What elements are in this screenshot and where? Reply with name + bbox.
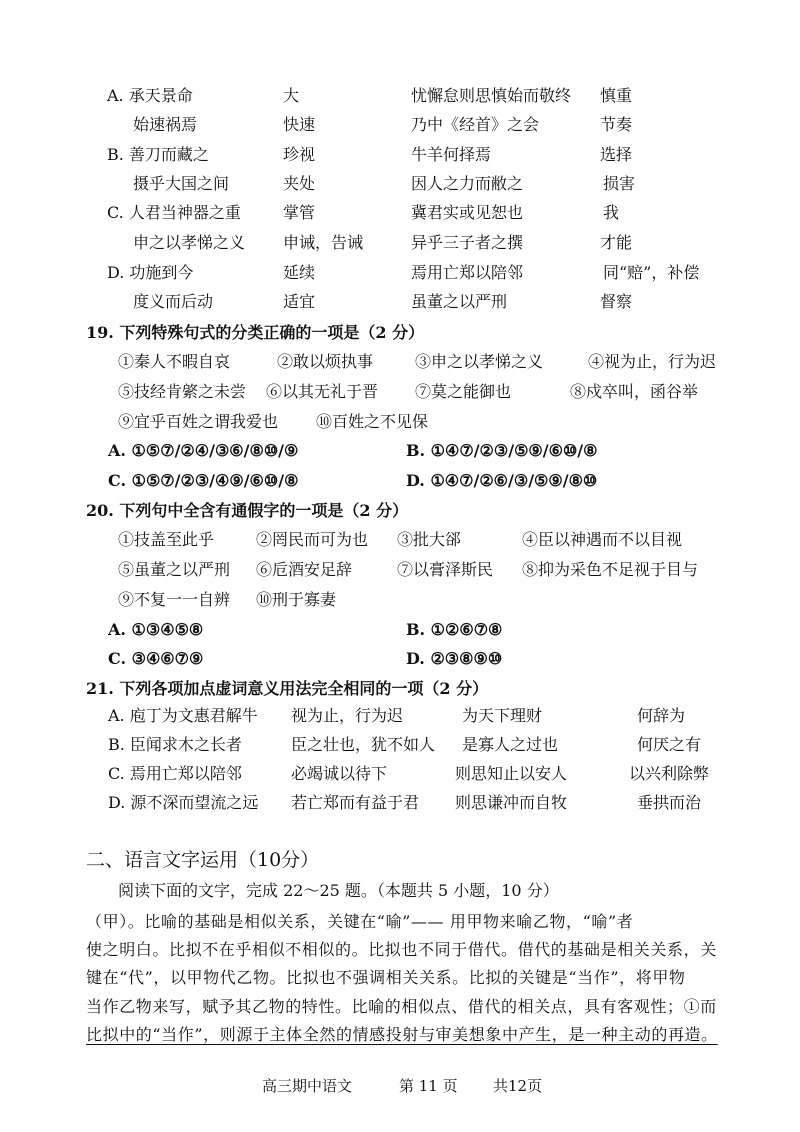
- section-heading: 二、语言文字运用（10分）: [86, 849, 320, 871]
- q19-item: ①秦人不暇自哀: [118, 352, 231, 371]
- q18-meaning: 适宜: [283, 292, 316, 311]
- q20-option-c[interactable]: C. ③④⑥⑦⑨: [108, 649, 204, 668]
- q21-sentence: 何厌之有: [637, 735, 702, 754]
- q19-item: ⑥以其无礼于晋: [266, 382, 379, 401]
- q20-option-d[interactable]: D. ②③⑧⑨⑩: [406, 649, 503, 668]
- q19-item: ③申之以孝悌之义: [415, 352, 544, 371]
- q18-sentence: 乃中《经首》之会: [411, 115, 540, 134]
- q19-item: ④视为止，行为迟: [588, 352, 717, 371]
- q18-sentence: B. 善刀而藏之: [107, 145, 209, 164]
- passage-line-3: 键在“代”，以甲物代乙物。比拟也不强调相关关系。比拟的关键是“当作”，将甲物: [86, 968, 686, 987]
- q20-item: ⑤虽董之以严刑: [118, 560, 231, 579]
- q20-item: ⑨不复一一自辨: [118, 590, 231, 609]
- q18-sentence: 申之以孝悌之义: [133, 233, 246, 252]
- q21-sentence: 以兴利除弊: [629, 764, 710, 783]
- q20-option-b[interactable]: B. ①②⑥⑦⑧: [406, 620, 503, 639]
- q18-meaning: 节奏: [600, 115, 633, 134]
- q21-sentence: 为天下理财: [462, 706, 543, 725]
- q18-meaning: 珍视: [283, 145, 316, 164]
- q18-sentence: 虽董之以严刑: [411, 292, 508, 311]
- q21-sentence: 垂拱而治: [637, 793, 702, 812]
- q21-title: 21. 下列各项加点虚词意义用法完全相同的一项（2 分）: [86, 679, 489, 698]
- q19-option-a[interactable]: A. ①⑤⑦/②④/③⑥/⑧⑩/⑨: [108, 441, 299, 460]
- q20-item: ①技盖至此乎: [118, 530, 215, 549]
- q21-sentence: 则思知止以安人: [455, 764, 568, 783]
- q19-item: ②敢以烦执事: [277, 352, 374, 371]
- footer-subject: 高三期中语文: [262, 1077, 353, 1095]
- q18-meaning: 大: [283, 86, 300, 105]
- q18-meaning: 申诫，告诫: [283, 233, 364, 252]
- q21-sentence: D. 源不深而望流之远: [108, 793, 259, 812]
- footer-page: 第 11 页: [399, 1077, 458, 1095]
- q18-sentence: 冀君实或见恕也: [411, 203, 524, 222]
- q18-sentence: 牛羊何择焉: [411, 145, 492, 164]
- q18-sentence: 度义而后动: [133, 292, 214, 311]
- q18-meaning: 掌管: [283, 203, 316, 222]
- q21-sentence: C. 焉用亡郑以陪邻: [108, 764, 242, 783]
- q20-option-a[interactable]: A. ①③④⑤⑧: [108, 620, 204, 639]
- q18-meaning: 才能: [600, 233, 633, 252]
- q18-meaning: 我: [603, 203, 620, 222]
- q19-item: ⑦莫之能御也: [415, 382, 512, 401]
- q19-item: ⑨宜乎百姓之谓我爱也: [118, 412, 279, 431]
- q19-item: ⑧戍卒叫，函谷举: [570, 382, 699, 401]
- q19-option-d[interactable]: D. ①④⑦/②⑥/③/⑤⑨/⑧⑩: [406, 471, 598, 490]
- passage-line-4: 当作乙物来写，赋予其乙物的特性。比喻的相似点、借代的相关点，具有客观性；①而: [86, 997, 717, 1016]
- q18-sentence: 忧懈怠则思慎始而敬终: [411, 86, 572, 105]
- q20-item: ⑦以膏泽斯民: [397, 560, 494, 579]
- q18-meaning: 慎重: [600, 86, 633, 105]
- q18-meaning: 延续: [283, 263, 316, 282]
- q18-meaning: 损害: [603, 174, 636, 193]
- q19-item: ⑩百姓之不见保: [316, 412, 429, 431]
- q20-item: ④臣以神遇而不以目视: [522, 530, 683, 549]
- q18-meaning: 选择: [600, 145, 633, 164]
- q21-sentence: A. 庖丁为文惠君解牛: [108, 706, 258, 725]
- q20-item: ⑥卮酒安足辞: [256, 560, 353, 579]
- section-instruction: 阅读下面的文字，完成 22～25 题。（本题共 5 小题，10 分）: [118, 881, 559, 900]
- passage-line-2: 使之明白。比拟不在乎相似不相似的。比拟也不同于借代。借代的基础是相关关系，关: [86, 940, 717, 959]
- q19-item: ⑤技经肯綮之未尝: [118, 382, 247, 401]
- q21-sentence: 则思谦冲而自牧: [455, 793, 568, 812]
- q18-sentence: 始速祸焉: [133, 115, 198, 134]
- q18-meaning: 夹处: [283, 174, 316, 193]
- q18-sentence: 焉用亡郑以陪邻: [411, 263, 524, 282]
- q18-sentence: D. 功施到今: [107, 263, 194, 282]
- footer-total: 共12页: [493, 1077, 543, 1095]
- q19-title: 19. 下列特殊句式的分类正确的一项是（2 分）: [86, 323, 425, 342]
- q20-item: ③批大郤: [397, 530, 462, 549]
- passage-line-5: 比拟中的“当作”，则源于主体全然的情感投射与审美想象中产生，是一种主动的再造。: [86, 1025, 718, 1044]
- q20-item: ②罔民而可为也: [256, 530, 369, 549]
- q20-item: ⑩刑于寡妻: [256, 590, 337, 609]
- q21-sentence: B. 臣闻求木之长者: [108, 735, 242, 754]
- passage-line-1: （甲）。比喻的基础是相似关系，关键在“喻”—— 用甲物来喻乙物，“喻”者: [86, 912, 634, 931]
- q18-sentence: 摄乎大国之间: [133, 174, 230, 193]
- q18-meaning: 督察: [600, 292, 633, 311]
- q18-meaning: 快速: [283, 115, 316, 134]
- q21-sentence: 视为止，行为迟: [291, 706, 404, 725]
- q19-option-c[interactable]: C. ①⑤⑦/②③/④⑨/⑥⑩/⑧: [108, 471, 299, 490]
- q18-sentence: 异乎三子者之撰: [411, 233, 524, 252]
- q18-meaning: 同“赔”，补偿: [603, 263, 700, 282]
- q20-item: ⑧抑为采色不足视于目与: [522, 560, 699, 579]
- q21-sentence: 若亡郑而有益于君: [291, 793, 420, 812]
- q20-title: 20. 下列句中全含有通假字的一项是（2 分）: [86, 501, 409, 520]
- q18-sentence: A. 承天景命: [107, 86, 193, 105]
- q18-sentence: 因人之力而敝之: [411, 174, 524, 193]
- q21-sentence: 臣之壮也，犹不如人: [291, 735, 436, 754]
- q21-sentence: 是寡人之过也: [462, 735, 559, 754]
- q18-sentence: C. 人君当神器之重: [107, 203, 241, 222]
- q21-sentence: 必竭诚以待下: [291, 764, 388, 783]
- q21-sentence: 何辞为: [637, 706, 686, 725]
- q19-option-b[interactable]: B. ①④⑦/②③/⑤⑨/⑥⑩/⑧: [406, 441, 598, 460]
